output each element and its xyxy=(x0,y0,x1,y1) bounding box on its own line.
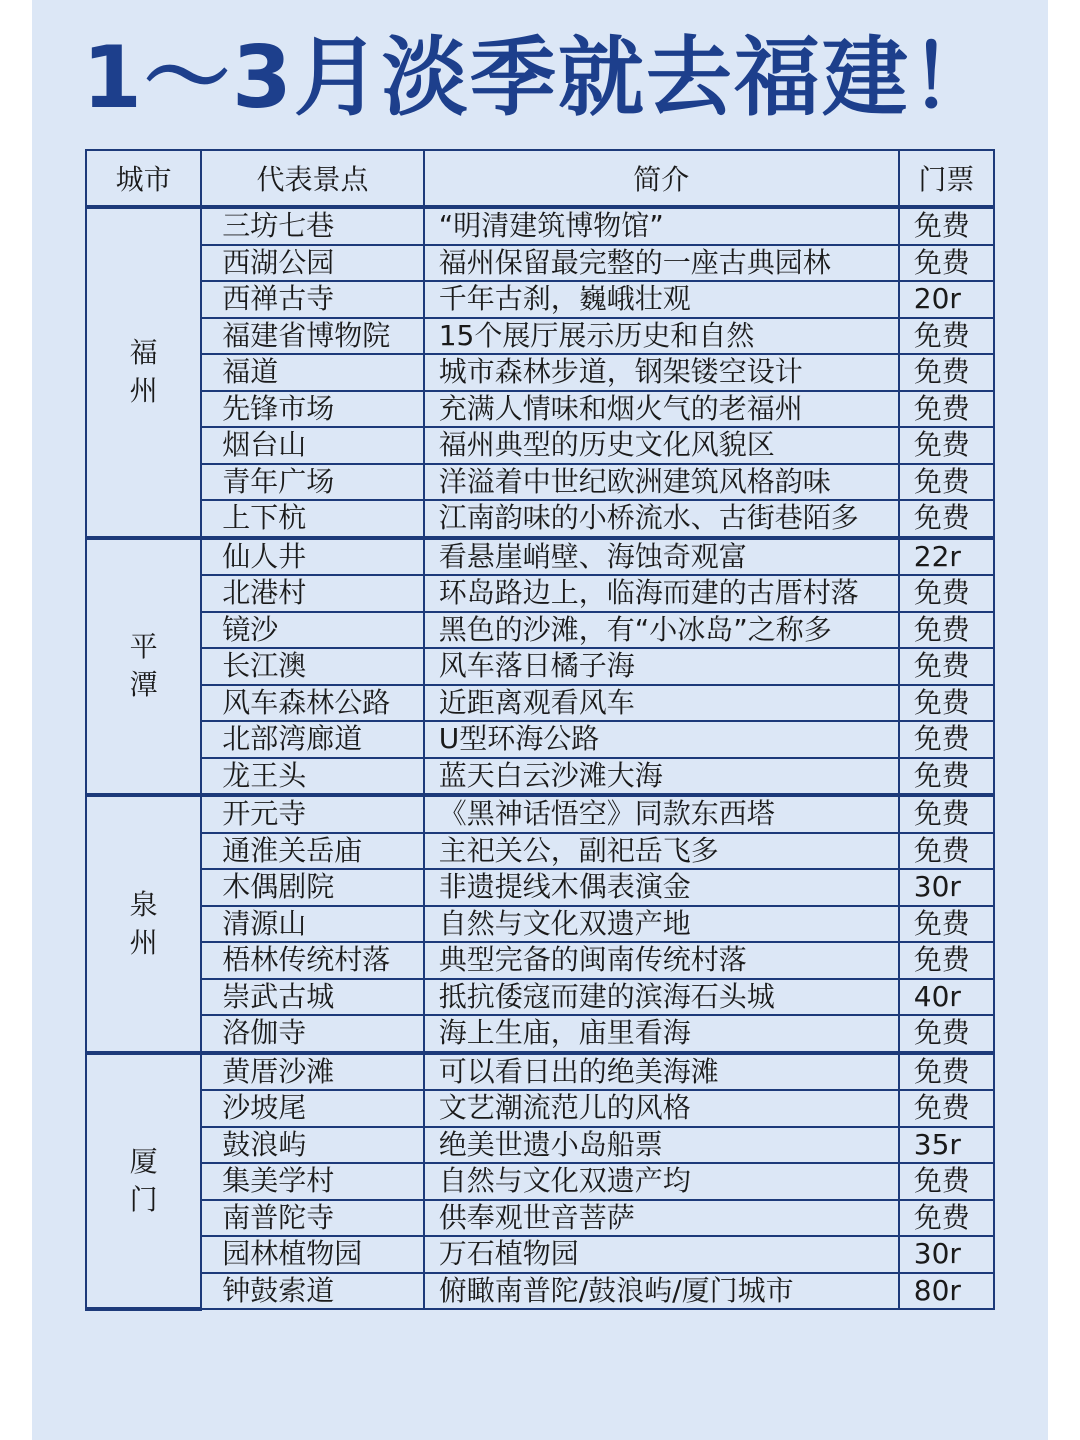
description-cell: 15个展厅展示历史和自然 xyxy=(424,318,899,355)
table-row xyxy=(86,1090,994,1127)
city-cell xyxy=(86,207,201,538)
city-name: 泉州 xyxy=(129,887,158,959)
table-row xyxy=(86,391,994,428)
city-name: 福州 xyxy=(129,336,158,408)
table-row xyxy=(86,464,994,501)
ticket-cell: 免费 xyxy=(899,942,994,979)
ticket-cell: 免费 xyxy=(899,906,994,943)
description-cell: 抵抗倭寇而建的滨海石头城 xyxy=(424,979,899,1016)
description-cell: 典型完备的闽南传统村落 xyxy=(424,942,899,979)
table-row xyxy=(86,538,994,576)
description-cell: 蓝天白云沙滩大海 xyxy=(424,758,899,796)
ticket-cell: 免费 xyxy=(899,207,994,245)
ticket-cell: 免费 xyxy=(899,612,994,649)
table-row xyxy=(86,833,994,870)
page-title: 1～3月淡季就去福建！ xyxy=(82,28,998,128)
attraction-cell: 园林植物园 xyxy=(201,1236,423,1273)
attraction-cell: 仙人井 xyxy=(201,538,423,576)
attraction-cell: 风车森林公路 xyxy=(201,685,423,722)
ticket-cell: 免费 xyxy=(899,685,994,722)
description-cell: 自然与文化双遗产地 xyxy=(424,906,899,943)
table-header-row xyxy=(86,150,994,207)
ticket-cell: 40r xyxy=(899,979,994,1016)
attraction-cell: 梧林传统村落 xyxy=(201,942,423,979)
description-cell: 城市森林步道，钢架镂空设计 xyxy=(424,354,899,391)
ticket-cell: 免费 xyxy=(899,758,994,796)
description-cell: 海上生庙，庙里看海 xyxy=(424,1015,899,1053)
description-cell: 主祀关公，副祀岳飞多 xyxy=(424,833,899,870)
ticket-cell: 免费 xyxy=(899,427,994,464)
table-row xyxy=(86,795,994,833)
ticket-cell: 免费 xyxy=(899,464,994,501)
description-cell: 绝美世遗小岛船票 xyxy=(424,1127,899,1164)
attraction-cell: 青年广场 xyxy=(201,464,423,501)
attractions-table xyxy=(85,149,995,1311)
description-cell: 万石植物园 xyxy=(424,1236,899,1273)
description-cell: 福州典型的历史文化风貌区 xyxy=(424,427,899,464)
city-name: 厦门 xyxy=(129,1144,158,1216)
attraction-cell: 清源山 xyxy=(201,906,423,943)
ticket-cell: 免费 xyxy=(899,245,994,282)
attraction-cell: 福建省博物院 xyxy=(201,318,423,355)
attraction-cell: 鼓浪屿 xyxy=(201,1127,423,1164)
ticket-cell: 35r xyxy=(899,1127,994,1164)
table-row xyxy=(86,318,994,355)
description-cell: 《黑神话悟空》同款东西塔 xyxy=(424,795,899,833)
ticket-cell: 80r xyxy=(899,1273,994,1310)
header-ticket: 门票 xyxy=(899,150,994,207)
ticket-cell: 免费 xyxy=(899,795,994,833)
table-row xyxy=(86,648,994,685)
attraction-cell: 集美学村 xyxy=(201,1163,423,1200)
ticket-cell: 免费 xyxy=(899,648,994,685)
description-cell: 黑色的沙滩，有“小冰岛”之称多 xyxy=(424,612,899,649)
header-city: 城市 xyxy=(86,150,201,207)
description-cell: 福州保留最完整的一座古典园林 xyxy=(424,245,899,282)
description-cell: 文艺潮流范儿的风格 xyxy=(424,1090,899,1127)
attraction-cell: 三坊七巷 xyxy=(201,207,423,245)
ticket-cell: 免费 xyxy=(899,575,994,612)
city-cell xyxy=(86,538,201,796)
attraction-cell: 龙王头 xyxy=(201,758,423,796)
description-cell: 洋溢着中世纪欧洲建筑风格韵味 xyxy=(424,464,899,501)
header-description: 简介 xyxy=(424,150,899,207)
ticket-cell: 免费 xyxy=(899,1015,994,1053)
attraction-cell: 木偶剧院 xyxy=(201,869,423,906)
attraction-cell: 西湖公园 xyxy=(201,245,423,282)
table-row xyxy=(86,758,994,796)
description-cell: U型环海公路 xyxy=(424,721,899,758)
table-row xyxy=(86,354,994,391)
table-row xyxy=(86,1015,994,1053)
ticket-cell: 免费 xyxy=(899,1053,994,1091)
page-background xyxy=(32,0,1048,1440)
table-row xyxy=(86,1127,994,1164)
ticket-cell: 免费 xyxy=(899,318,994,355)
table-row xyxy=(86,1053,994,1091)
ticket-cell: 20r xyxy=(899,281,994,318)
attraction-cell: 开元寺 xyxy=(201,795,423,833)
ticket-cell: 免费 xyxy=(899,1163,994,1200)
attraction-cell: 上下杭 xyxy=(201,500,423,538)
description-cell: 近距离观看风车 xyxy=(424,685,899,722)
description-cell: 可以看日出的绝美海滩 xyxy=(424,1053,899,1091)
table-row xyxy=(86,942,994,979)
ticket-cell: 免费 xyxy=(899,500,994,538)
ticket-cell: 免费 xyxy=(899,721,994,758)
table-row xyxy=(86,612,994,649)
table-row xyxy=(86,500,994,538)
table-row xyxy=(86,979,994,1016)
ticket-cell: 免费 xyxy=(899,833,994,870)
table-row xyxy=(86,281,994,318)
description-cell: 自然与文化双遗产均 xyxy=(424,1163,899,1200)
attraction-cell: 长江澳 xyxy=(201,648,423,685)
ticket-cell: 免费 xyxy=(899,354,994,391)
table-body xyxy=(86,207,994,1309)
table-row xyxy=(86,1200,994,1237)
table-row xyxy=(86,427,994,464)
table-row xyxy=(86,685,994,722)
table-row xyxy=(86,575,994,612)
attraction-cell: 西禅古寺 xyxy=(201,281,423,318)
attraction-cell: 钟鼓索道 xyxy=(201,1273,423,1310)
attraction-cell: 北部湾廊道 xyxy=(201,721,423,758)
attraction-cell: 崇武古城 xyxy=(201,979,423,1016)
ticket-cell: 30r xyxy=(899,869,994,906)
attraction-cell: 镜沙 xyxy=(201,612,423,649)
attraction-cell: 北港村 xyxy=(201,575,423,612)
description-cell: 俯瞰南普陀/鼓浪屿/厦门城市 xyxy=(424,1273,899,1310)
city-cell xyxy=(86,1053,201,1310)
attraction-cell: 先锋市场 xyxy=(201,391,423,428)
description-cell: 供奉观世音菩萨 xyxy=(424,1200,899,1237)
description-cell: 环岛路边上，临海而建的古厝村落 xyxy=(424,575,899,612)
attraction-cell: 烟台山 xyxy=(201,427,423,464)
description-cell: 千年古刹，巍峨壮观 xyxy=(424,281,899,318)
ticket-cell: 免费 xyxy=(899,1200,994,1237)
attraction-cell: 沙坡尾 xyxy=(201,1090,423,1127)
attraction-cell: 福道 xyxy=(201,354,423,391)
table-row xyxy=(86,1236,994,1273)
description-cell: 风车落日橘子海 xyxy=(424,648,899,685)
city-name: 平潭 xyxy=(129,630,158,702)
table-row xyxy=(86,207,994,245)
attraction-cell: 洛伽寺 xyxy=(201,1015,423,1053)
table-row xyxy=(86,869,994,906)
attraction-cell: 南普陀寺 xyxy=(201,1200,423,1237)
table-row xyxy=(86,721,994,758)
city-cell xyxy=(86,795,201,1053)
table-row xyxy=(86,1273,994,1310)
ticket-cell: 免费 xyxy=(899,1090,994,1127)
ticket-cell: 30r xyxy=(899,1236,994,1273)
description-cell: “明清建筑博物馆” xyxy=(424,207,899,245)
description-cell: 江南韵味的小桥流水、古街巷陌多 xyxy=(424,500,899,538)
attraction-cell: 通淮关岳庙 xyxy=(201,833,423,870)
ticket-cell: 22r xyxy=(899,538,994,576)
description-cell: 充满人情味和烟火气的老福州 xyxy=(424,391,899,428)
table-row xyxy=(86,245,994,282)
table-row xyxy=(86,1163,994,1200)
table-row xyxy=(86,906,994,943)
description-cell: 看悬崖峭壁、海蚀奇观富 xyxy=(424,538,899,576)
attraction-cell: 黄厝沙滩 xyxy=(201,1053,423,1091)
description-cell: 非遗提线木偶表演金 xyxy=(424,869,899,906)
ticket-cell: 免费 xyxy=(899,391,994,428)
header-attraction: 代表景点 xyxy=(201,150,423,207)
